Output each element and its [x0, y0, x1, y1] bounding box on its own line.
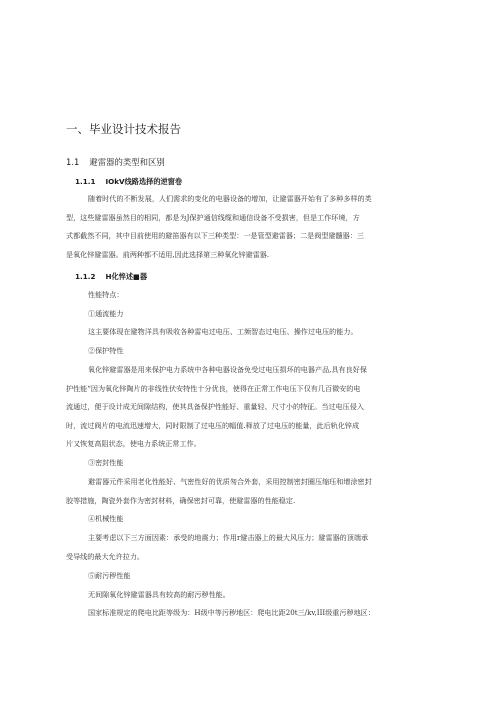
section-1-1-1-heading — [75, 177, 182, 187]
chapter-title: 一、毕业设计技术报告 — [66, 122, 181, 136]
section-number: 1.1 — [66, 157, 80, 167]
paragraph-line: 流通过，便于设计成无间隙结构，使其具备保护性能好、重量轻、尺寸小的特征。当过电压侵入 — [66, 402, 364, 412]
paragraph-line: 时，流过阀片的电流迅速增大，同时限制了过电压的幅值.释放了过电压的能量，此后轨化锌成 — [66, 420, 360, 430]
paragraph-line: 片又恢复高阻状态，使电力系统正常工作。 — [66, 439, 201, 449]
paragraph-line: 是氧化锌避雷器。前两种都不适用,因此选择第三种氧化锌避雷器. — [66, 249, 270, 259]
paragraph-line: 主要考虑以下三方面因素：承受的地震力；作用r避击器上的最大风压力；避雷器的顶端承 — [88, 533, 369, 542]
item-heading: ①通流能力 — [88, 309, 124, 318]
section-number: 1.1.2 — [75, 272, 96, 281]
paragraph-line: 避雷器元件采用老化性能好、气密性好的优质匆合外套，采用控制密封圈压缩珏和增涂密封 — [88, 477, 372, 486]
item-heading: ④机械性能 — [88, 514, 124, 523]
section-1-1-heading — [66, 156, 165, 168]
perf-heading: 性能特点： — [88, 290, 124, 299]
paragraph-line: 这主要体现在避物洋具有吸收各种雷电过电压、工频智态过电压、操作过电压的能力。 — [88, 327, 358, 336]
paragraph-line: 受导线的最大允许拉力。 — [66, 551, 145, 561]
section-1-1-2-heading — [75, 272, 147, 282]
paragraph-line: 式都截然不同，其中目前使用的避笛器有以下三种类型：一是管型避雷器；二是阀型避髓器：三 — [66, 231, 364, 241]
paragraph-line: 胶等措施，陶瓷外套作为密封材料，确保密封可靠，使避雷器的性能稳定. — [66, 495, 296, 505]
section-title: 避雷器的类型和区别 — [89, 157, 165, 167]
paragraph-line: 随着时代的不断发展，人们需求的变化的电器设备的增加，让避雷器开始有了多种多样的类 — [88, 194, 372, 203]
paragraph-line: 国家标准规定的爬电比距等级为：H级中等污秽地区：爬电比距20t三/kv,III级重污秽地区： — [88, 608, 375, 618]
section-number: 1.1.1 — [75, 177, 96, 186]
paragraph-line: 无间隙氧化锌避雷器具有较高的耐污秽性能。 — [88, 589, 230, 599]
paragraph-line: 型，这些避雷器虽然目的相同，都是为J保护通信线缆和通信设备不受损害，但是工作环境，方 — [66, 212, 360, 222]
section-title: IOkV线路选择的逆窗卷 — [105, 177, 183, 186]
item-heading: ③密封性能 — [88, 458, 124, 467]
paragraph-line: 氧化锌避雷器是用来保护电力系统中各种电器设备免受过电压损坏的电器产品,具有良好保 — [88, 365, 367, 374]
item-heading: ②保护特性 — [88, 346, 124, 355]
section-title: H化悴述■器 — [105, 272, 148, 281]
item-heading: ⑤耐污秽性能 — [88, 571, 131, 580]
paragraph-line: 护性能“因为氧化锌陶片的非线性伏安特性十分优良，使得在正常工作电压下仅有几百微安的电 — [66, 383, 361, 393]
